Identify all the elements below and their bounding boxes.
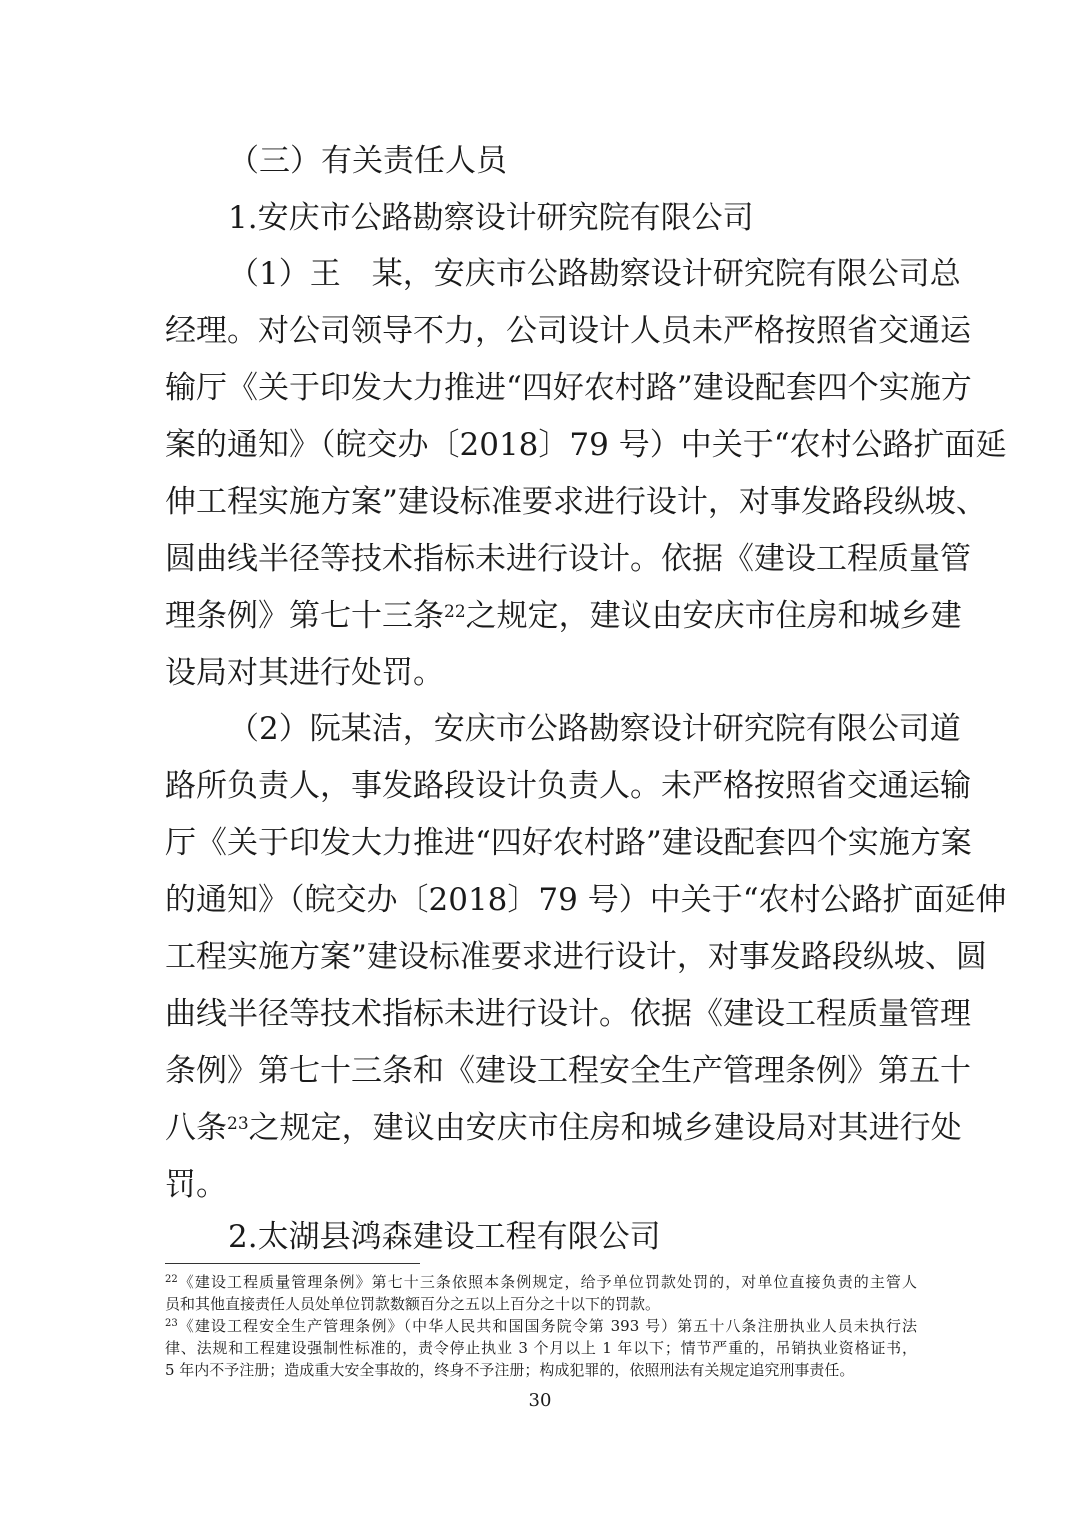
item-1-line-4: 案的通知》（皖交办〔2018〕79 号）中关于“农村公路扩面延	[165, 427, 1007, 463]
footnote-23-text-1: 《建设工程安全生产管理条例》（中华人民共和国国务院令第 393 号）第五十八条注册执业人员未执行法	[177, 1317, 917, 1335]
footnote-ref-23: 23	[227, 1114, 249, 1134]
page-number: 30	[528, 1390, 552, 1411]
footnote-ref-22: 22	[444, 602, 466, 622]
footnote-23-line-1	[165, 1315, 917, 1337]
item-1-line-5: 伸工程实施方案”建设标准要求进行设计，对事发路段纵坡、	[165, 484, 987, 520]
item-2-line-4: 的通知》（皖交办〔2018〕79 号）中关于“农村公路扩面延伸	[165, 882, 1007, 918]
item-2-line-1: （2）阮某洁，安庆市公路勘察设计研究院有限公司道	[228, 711, 961, 747]
footnote-22-text-1: 《建设工程质量管理条例》第七十三条依照本条例规定，给予单位罚款处罚的，对单位直接负责的主管人	[177, 1273, 917, 1291]
footnote-22-mark: 22	[165, 1274, 178, 1285]
item-2-line-3: 厅《关于印发大力推进“四好农村路”建设配套四个实施方案	[165, 825, 972, 861]
item-1-line-2: 经理。对公司领导不力，公司设计人员未严格按照省交通运	[165, 313, 971, 349]
item-1-line-3: 输厅《关于印发大力推进“四好农村路”建设配套四个实施方	[165, 370, 972, 406]
item-2-line-8-text-b: 之规定，建议由安庆市住房和城乡建设局对其进行处	[248, 1110, 962, 1146]
subheading-company-1: 1.安庆市公路勘察设计研究院有限公司	[228, 200, 754, 236]
item-1-line-8: 设局对其进行处罚。	[165, 655, 444, 691]
item-1-line-1: （1）王 某，安庆市公路勘察设计研究院有限公司总	[228, 256, 961, 292]
item-2-line-2: 路所负责人，事发路段设计负责人。未严格按照省交通运输	[165, 768, 971, 804]
section-heading: （三）有关责任人员	[228, 143, 507, 179]
footnote-23-line-2: 律、法规和工程建设强制性标准的，责令停止执业 3 个月以上 1 年以下；情节严重的，吊销执业资格证书，	[165, 1339, 917, 1357]
item-2-line-8	[165, 1108, 962, 1148]
item-2-line-7: 条例》第七十三条和《建设工程安全生产管理条例》第五十	[165, 1053, 971, 1089]
item-2-line-8-text-a: 八条	[165, 1110, 227, 1146]
item-2-line-5: 工程实施方案”建设标准要求进行设计，对事发路段纵坡、圆	[165, 939, 987, 975]
item-2-line-6: 曲线半径等技术指标未进行设计。依据《建设工程质量管理	[165, 996, 971, 1032]
subheading-company-2: 2.太湖县鸿森建设工程有限公司	[228, 1219, 661, 1255]
footnote-23-mark: 23	[165, 1318, 178, 1329]
item-2-line-9: 罚。	[165, 1167, 227, 1203]
footnote-23-line-3: 5 年内不予注册；造成重大安全事故的，终身不予注册；构成犯罪的，依照刑法有关规定追究刑事责任。	[165, 1361, 855, 1379]
footnote-22-line-2: 员和其他直接责任人员处单位罚款数额百分之五以上百分之十以下的罚款。	[165, 1295, 661, 1313]
footnote-separator	[165, 1263, 420, 1264]
footnote-22-line-1	[165, 1271, 917, 1293]
item-1-line-7	[165, 596, 962, 636]
item-1-line-6: 圆曲线半径等技术指标未进行设计。依据《建设工程质量管	[165, 541, 971, 577]
item-1-line-7-text-a: 理条例》第七十三条	[165, 598, 444, 634]
item-1-line-7-text-b: 之规定，建议由安庆市住房和城乡建	[465, 598, 962, 634]
